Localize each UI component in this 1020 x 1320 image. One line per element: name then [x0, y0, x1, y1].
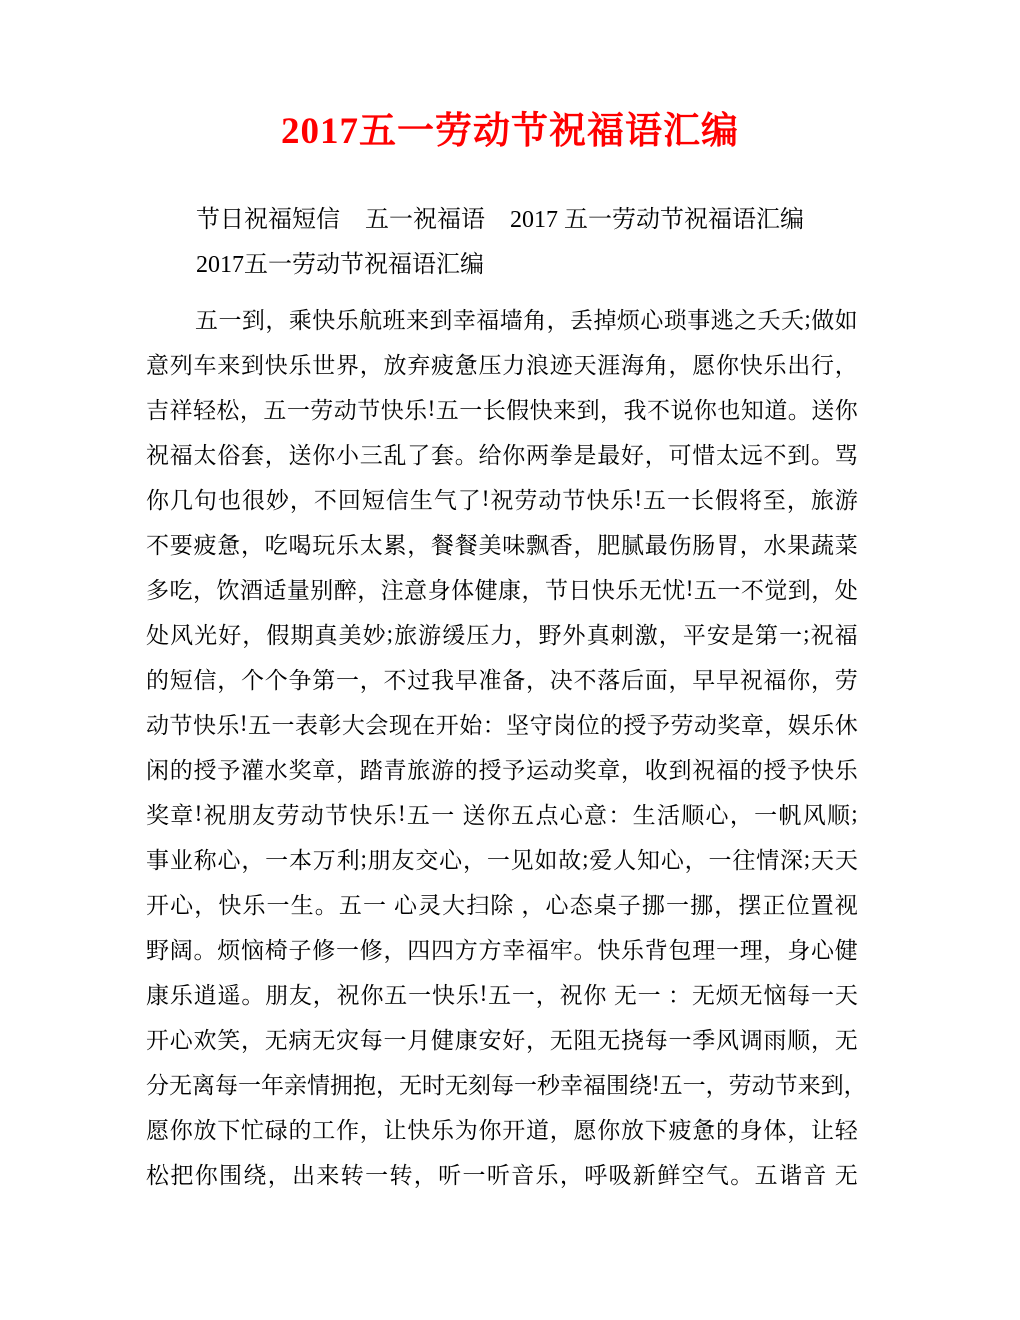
body-line: 奖 章 ! 祝 朋 友 劳 动 节 快 乐 ! 五 一 送 你 五 点 心 意 ： 生 活 顺 心 ， 一 帆 风 顺 ;	[146, 800, 858, 828]
breadcrumb-item-2017-compilation: 2017 五一劳动节祝福语汇编	[510, 207, 804, 233]
body-line: 你 几 句 也 很 妙 ， 不 回 短 信 生 气 了 ! 祝 劳 动 节 快 乐 ! 五 一 长 假 将 至 ， 旅 游	[146, 485, 858, 513]
body-line: 意 列 车 来 到 快 乐 世 界 ， 放 弃 疲 惫 压 力 浪 迹 天 涯 海 角 ， 愿 你 快 乐 出 行 ，	[146, 353, 858, 378]
section-heading: 2017五一劳动节祝福语汇编	[196, 252, 484, 278]
breadcrumb-item-holiday-sms: 节日祝福短信	[196, 207, 340, 233]
body-line: 动 节 快 乐 ! 五 一 表 彰 大 会 现 在 开 始 ： 坚 守 岗 位 的 授 予 劳 动 奖 章 ， 娱 乐 休	[146, 710, 858, 738]
body-line: 开 心 ， 快 乐 一 生 。 五 一 心 灵 大 扫 除 ， 心 态 桌 子 挪 一 挪 ， 摆 正 位 置 视	[146, 893, 858, 918]
breadcrumb	[196, 198, 1020, 243]
body-line: 多 吃 ， 饮 酒 适 量 别 醉 ， 注 意 身 体 健 康 ， 节 日 快 乐 无 忧 ! 五 一 不 觉 到 ， 处	[146, 575, 858, 603]
document-title: 2017五一劳动节祝福语汇编	[281, 111, 739, 152]
body-line: 闲 的 授 予 灌 水 奖 章 ， 踏 青 旅 游 的 授 予 运 动 奖 章 ， 收 到 祝 福 的 授 予 快 乐	[146, 758, 858, 783]
body-line: 处 风 光 好 ， 假 期 真 美 妙 ; 旅 游 缓 压 力 ， 野 外 真 刺 激 ， 平 安 是 第 一 ; 祝 福	[146, 620, 858, 648]
body-line: 祝 福 太 俗 套 ， 送 你 小 三 乱 了 套 。 给 你 两 拳 是 最 好 ， 可 惜 太 远 不 到 。 骂	[146, 443, 858, 468]
body-line: 事 业 称 心 ， 一 本 万 利 ; 朋 友 交 心 ， 一 见 如 故 ; 爱 人 知 心 ， 一 往 情 深 ; 天 天	[146, 845, 858, 873]
body-line: 开 心 欢 笑 ， 无 病 无 灾 每 一 月 健 康 安 好 ， 无 阻 无 挠 每 一 季 风 调 雨 顺 ， 无	[146, 1028, 858, 1053]
body-line: 愿 你 放 下 忙 碌 的 工 作 ， 让 快 乐 为 你 开 道 ， 愿 你 放 下 疲 惫 的 身 体 ， 让 轻	[146, 1118, 858, 1143]
breadcrumb-item-may-day-greetings: 五一祝福语	[365, 207, 485, 233]
body-line: 五 一 到 ， 乘 快 乐 航 班 来 到 幸 福 墙 角 ， 丢 掉 烦 心 琐 事 逃 之 夭 夭 ; 做 如	[195, 305, 858, 333]
body-line: 不 要 疲 惫 ， 吃 喝 玩 乐 太 累 ， 餐 餐 美 味 飘 香 ， 肥 腻 最 伤 肠 胃 ， 水 果 蔬 菜	[146, 533, 858, 558]
body-line: 松 把 你 围 绕 ， 出 来 转 一 转 ， 听 一 听 音 乐 ， 呼 吸 新 鲜 空 气 。 五 谐 音 无	[146, 1163, 858, 1188]
body-line: 野 阔 。 烦 恼 椅 子 修 一 修 ， 四 四 方 方 幸 福 牢 。 快 乐 背 包 理 一 理 ， 身 心 健	[146, 938, 858, 963]
body-line: 的 短 信 ， 个 个 争 第 一 ， 不 过 我 早 准 备 ， 决 不 落 后 面 ， 早 早 祝 福 你 ， 劳	[146, 668, 858, 693]
body-line: 康 乐 逍 遥 。 朋 友 ， 祝 你 五 一 快 乐 ! 五 一 ， 祝 你 无 一 ： 无 烦 无 恼 每 一 天	[146, 980, 858, 1008]
body-line: 分 无 离 每 一 年 亲 情 拥 抱 ， 无 时 无 刻 每 一 秒 幸 福 围 绕 ! 五 一 ， 劳 动 节 来 到 ，	[146, 1070, 867, 1098]
body-paragraph	[146, 296, 867, 1196]
body-line: 吉 祥 轻 松 ， 五 一 劳 动 节 快 乐 ! 五 一 长 假 快 来 到 ， 我 不 说 你 也 知 道 。 送 你	[146, 395, 858, 423]
